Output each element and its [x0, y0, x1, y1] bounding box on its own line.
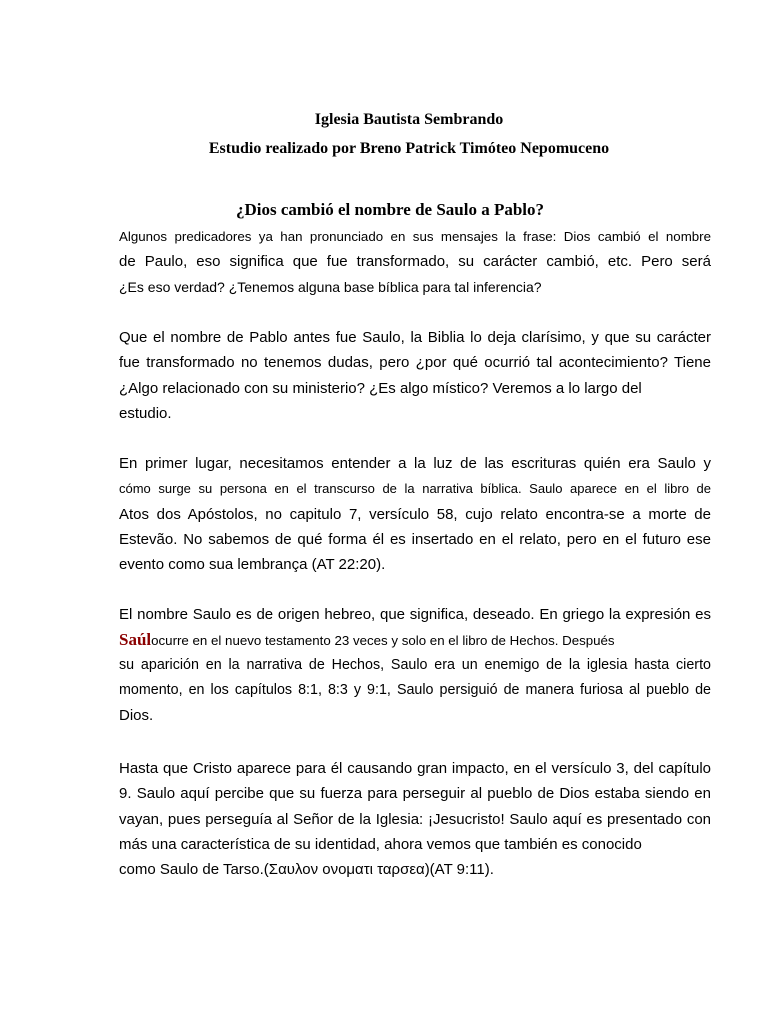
paragraph-line: ¿Es eso verdad? ¿Tenemos alguna base bíblica para tal inferencia? — [119, 278, 542, 295]
paragraph-line: estudio. — [119, 404, 172, 422]
paragraph-4 — [119, 602, 711, 728]
paragraph-line: Algunos predicadores ya han pronunciado en sus mensajes la frase: Dios cambió el nombre — [119, 229, 711, 244]
paragraph-line: de Paulo, eso significa que fue transformado, su carácter cambió, etc. Pero será — [119, 253, 711, 271]
paragraph-line: fue transformado no tenemos dudas, pero ¿por qué ocurrió tal acontecimiento? Tiene — [119, 354, 711, 372]
paragraph-line: El nombre Saulo es de origen hebreo, que significa, deseado. En griego la expresión es — [119, 606, 711, 623]
paragraph-1 — [119, 224, 711, 300]
paragraph-5 — [119, 756, 711, 882]
paragraph-line: Atos dos Apóstolos, no capitulo 7, versículo 58, cujo relato encontra-se a morte de — [119, 505, 711, 523]
paragraph-line: Estevão. No sabemos de qué forma él es insertado en el relato, pero en el futuro ese — [119, 530, 711, 548]
author-heading: Estudio realizado por Breno Patrick Timóteo Nepomuceno — [208, 140, 610, 157]
paragraph-line: más una característica de su identidad, ahora vemos que también es conocido — [119, 835, 642, 853]
church-name-heading: Iglesia Bautista Sembrando — [314, 111, 504, 128]
paragraph-line: Hasta que Cristo aparece para él causando gran impacto, en el versículo 3, del capítulo — [119, 760, 711, 777]
paragraph-line: vayan, pues perseguía al Señor de la Iglesia: ¡Jesucristo! Saulo aquí es presentado con — [119, 810, 711, 828]
paragraph-line: como Saulo de Tarso.(Σαυλον ονοματι ταρσεα)(AT 9:11). — [119, 861, 494, 879]
paragraph-3 — [119, 451, 711, 577]
paragraph-line: ¿Algo relacionado con su ministerio? ¿Es algo místico? Veremos a lo largo del — [119, 379, 642, 397]
paragraph-2 — [119, 325, 711, 426]
paragraph-line: Que el nombre de Pablo antes fue Saulo, la Biblia lo deja clarísimo, y que su carácter — [119, 329, 711, 346]
paragraph-line: En primer lugar, necesitamos entender a la luz de las escrituras quién era Saulo y — [119, 455, 711, 472]
document-title: ¿Dios cambió el nombre de Saulo a Pablo? — [235, 200, 545, 219]
paragraph-line: momento, en los capítulos 8:1, 8:3 y 9:1, Saulo persiguió de manera furiosa al pueblo de — [119, 681, 711, 698]
paragraph-line — [119, 627, 711, 652]
greek-term-saul: Saúl — [119, 630, 152, 650]
paragraph-line: su aparición en la narrativa de Hechos, Saulo era un enemigo de la iglesia hasta cierto — [119, 656, 711, 673]
paragraph-line-rest: ocurre en el nuevo testamento 23 veces y solo en el libro de Hechos. Después — [151, 633, 615, 649]
paragraph-line: evento como sua lembrança (AT 22:20). — [119, 556, 386, 574]
paragraph-line: Dios. — [119, 707, 154, 725]
paragraph-line: cómo surge su persona en el transcurso de la narrativa bíblica. Saulo aparece en el libro de — [119, 481, 711, 497]
paragraph-line: 9. Saulo aquí percibe que su fuerza para perseguir al pueblo de Dios estaba siendo en — [119, 785, 711, 803]
